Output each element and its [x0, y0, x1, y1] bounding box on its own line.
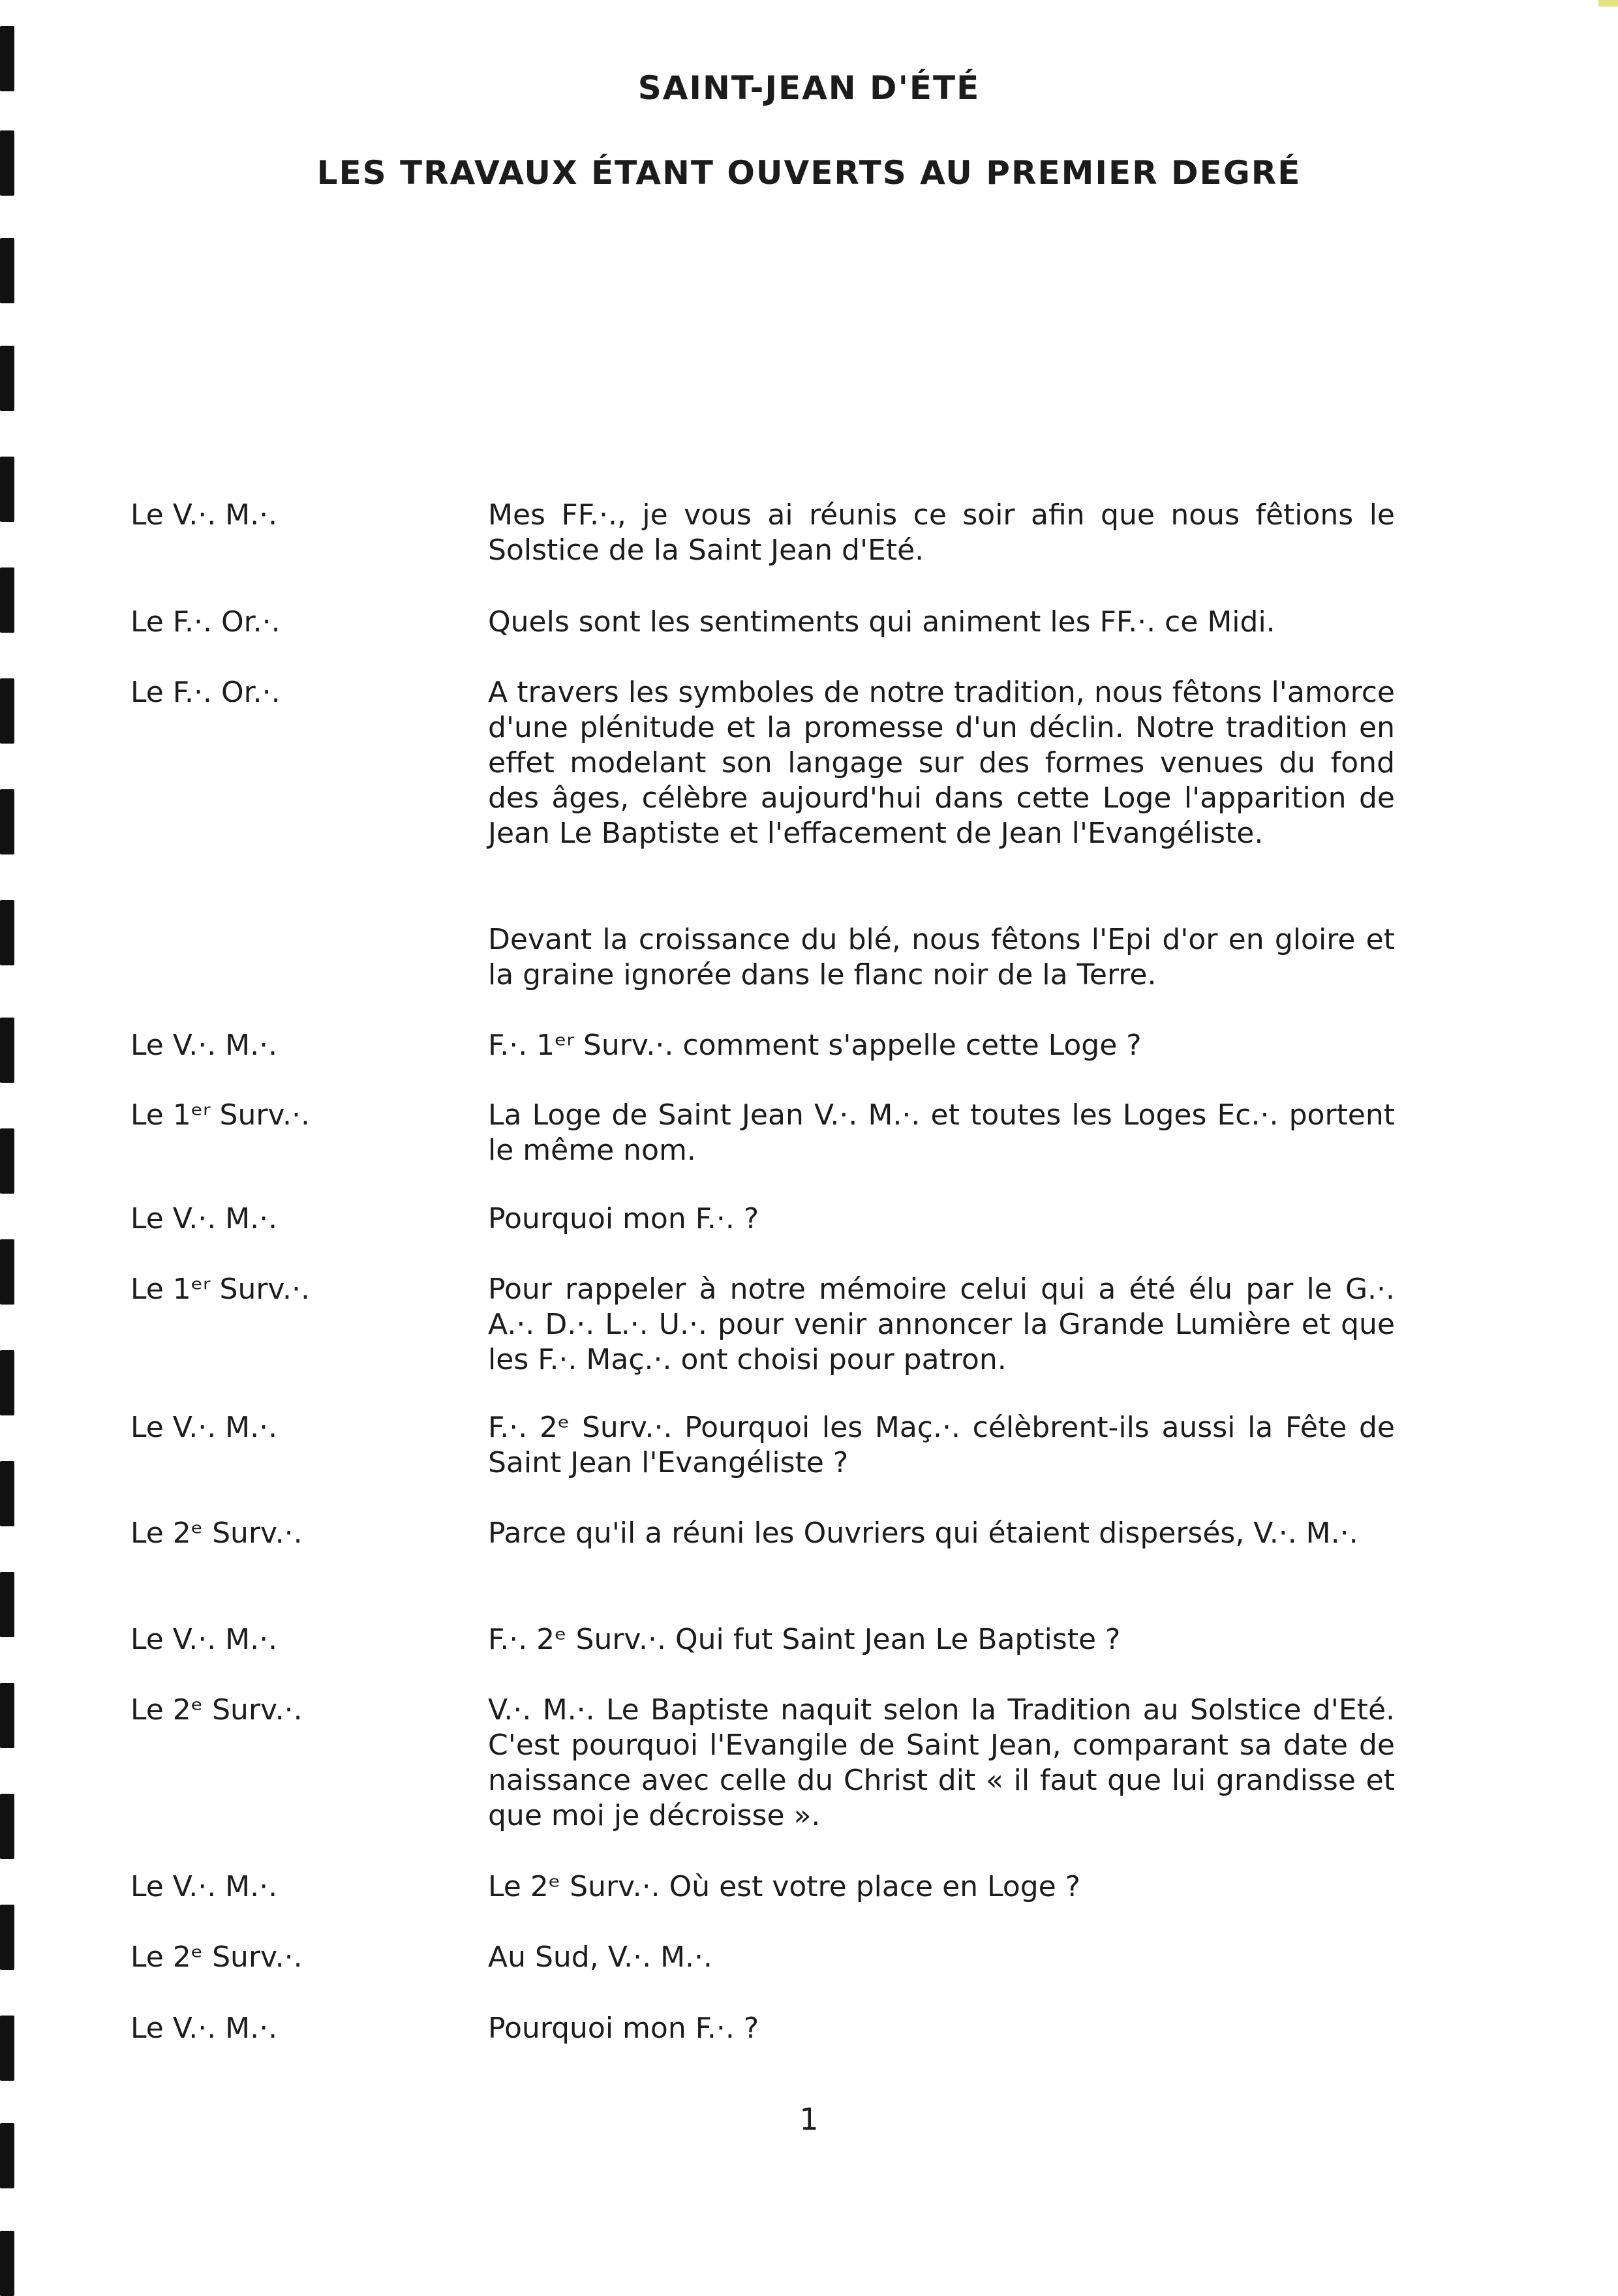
- speech: Pourquoi mon F.·. ?: [488, 1202, 759, 1235]
- speaker: Le F.·. Or.·.: [130, 676, 281, 709]
- speech: Pourquoi mon F.·. ?: [488, 2012, 759, 2045]
- speech: V.·. M.·. Le Baptiste naquit selon la Tradition au Solstice d'Eté. C'est pourquoi l'Evangile de Saint Jean, comparant sa date de naissance avec celle du Christ dit « il faut que lui grandisse et que moi je décroisse ».: [488, 1693, 1395, 1832]
- speaker: Le 1ᵉʳ Surv.·.: [130, 1273, 310, 1306]
- speech: La Loge de Saint Jean V.·. M.·. et toutes les Loges Ec.·. portent le même nom.: [488, 1098, 1395, 1167]
- speaker: Le V.·. M.·.: [130, 2012, 278, 2045]
- speech: Parce qu'il a réuni les Ouvriers qui étaient dispersés, V.·. M.·.: [488, 1517, 1358, 1550]
- speaker: Le V.·. M.·.: [130, 1411, 278, 1444]
- speaker: Le 2ᵉ Surv.·.: [130, 1517, 303, 1550]
- speech: Au Sud, V.·. M.·.: [488, 1941, 712, 1974]
- speech: A travers les symboles de notre tradition, nous fêtons l'amorce d'une plénitude et la promesse d'un déclin. Notre tradition en effet modelant son langage sur des formes venues du fond des âges, célèbre aujourd'hui dans cette Loge l'apparition de Jean Le Baptiste et l'effacement de Jean l'Evangéliste.: [488, 676, 1395, 850]
- page-subtitle: LES TRAVAUX ÉTANT OUVERTS AU PREMIER DEGRÉ: [316, 154, 1302, 192]
- speaker: Le V.·. M.·.: [130, 498, 278, 532]
- speech: F.·. 1ᵉʳ Surv.·. comment s'appelle cette Loge ?: [488, 1029, 1142, 1062]
- speaker: Le 2ᵉ Surv.·.: [130, 1941, 303, 1974]
- page-number: 1: [799, 2102, 819, 2137]
- speech: Mes FF.·., je vous ai réunis ce soir afin que nous fêtions le Solstice de la Saint Jean d'Eté.: [488, 498, 1395, 567]
- speaker: Le V.·. M.·.: [130, 1029, 278, 1062]
- page-title: SAINT-JEAN D'ÉTÉ: [637, 69, 981, 107]
- speaker: Le 1ᵉʳ Surv.·.: [130, 1098, 310, 1132]
- speech: F.·. 2ᵉ Surv.·. Pourquoi les Maç.·. célèbrent-ils aussi la Fête de Saint Jean l'Evangéliste ?: [488, 1411, 1395, 1479]
- speech: Le 2ᵉ Surv.·. Où est votre place en Loge ?: [488, 1870, 1081, 1903]
- speaker: Le F.·. Or.·.: [130, 605, 281, 639]
- speaker: Le V.·. M.·.: [130, 1623, 278, 1656]
- speaker: Le 2ᵉ Surv.·.: [130, 1693, 303, 1727]
- speech: F.·. 2ᵉ Surv.·. Qui fut Saint Jean Le Baptiste ?: [488, 1623, 1121, 1656]
- speaker: Le V.·. M.·.: [130, 1202, 278, 1235]
- speech: Pour rappeler à notre mémoire celui qui a été élu par le G.·. A.·. D.·. L.·. U.·. pour venir annoncer la Grande Lumière et que les F.·. Maç.·. ont choisi pour patron.: [488, 1273, 1395, 1376]
- speech: Quels sont les sentiments qui animent les FF.·. ce Midi.: [488, 605, 1275, 639]
- speaker: Le V.·. M.·.: [130, 1870, 278, 1903]
- speech: Devant la croissance du blé, nous fêtons l'Epi d'or en gloire et la graine ignorée dans le flanc noir de la Terre.: [488, 923, 1395, 991]
